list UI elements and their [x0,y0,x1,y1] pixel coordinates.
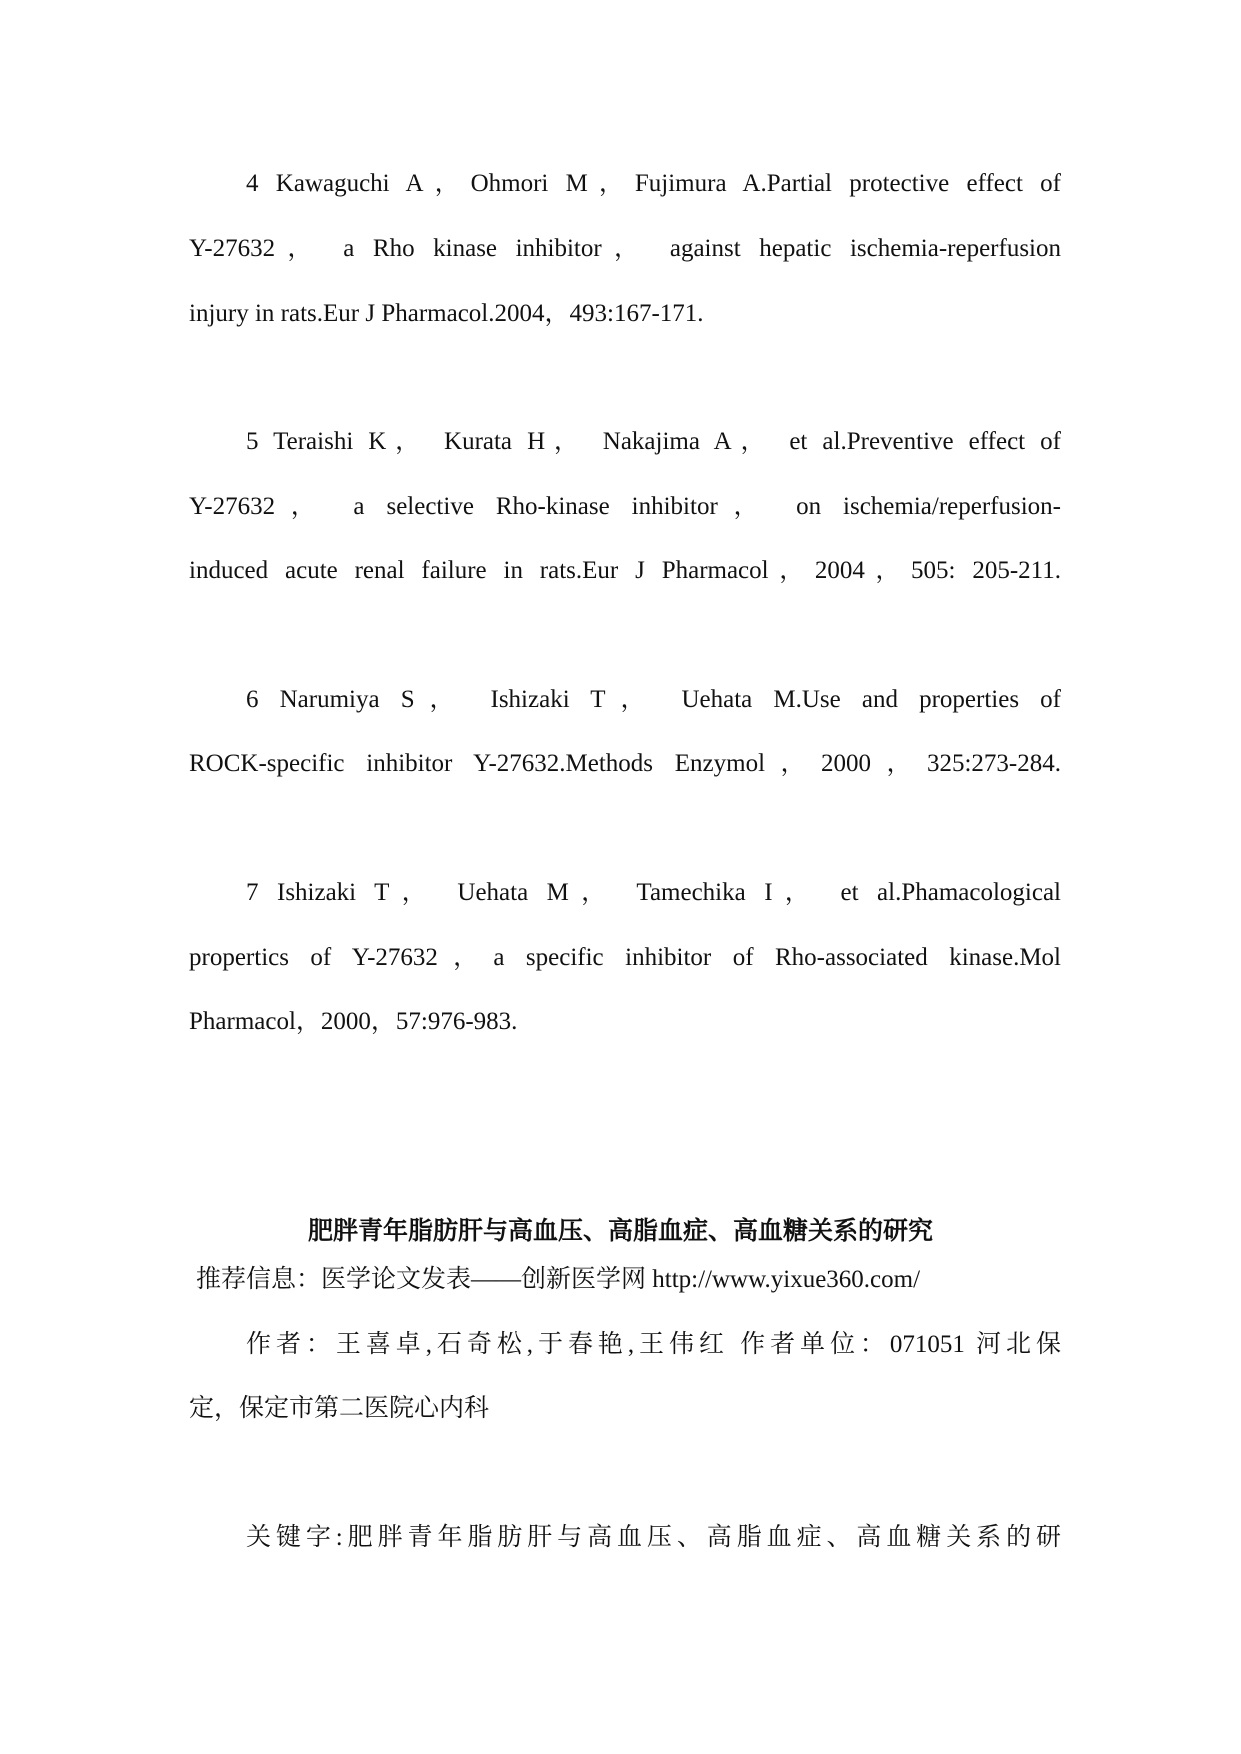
reference-6-line-2: ROCK-specific inhibitor Y-27632.Methods Enzymol，2000，325:273-284. [189,750,1061,777]
reference-7-line-2: propertics of Y-27632，a specific inhibitor of Rho-associated kinase.Mol [189,944,1061,971]
reference-5-line-2: Y-27632， a selective Rho-kinase inhibitor， on ischemia/reperfusion- [189,493,1061,520]
keywords-line: 关键字:肥胖青年脂肪肝与高血压、高脂血症、高血糖关系的研 [246,1524,1061,1551]
reference-5-line-3: induced acute renal failure in rats.Eur J Pharmacol，2004，505: 205-211. [189,557,1061,584]
reference-4-line-2: Y-27632， a Rho kinase inhibitor， against hepatic ischemia-reperfusion [189,235,1061,262]
recommend-info: 推荐信息：医学论文发表——创新医学网 http://www.yixue360.com/ [196,1266,921,1293]
reference-5-line-1: 5 Teraishi K， Kurata H， Nakajima A， et al.Preventive effect of [246,428,1061,455]
reference-4-line-1: 4 Kawaguchi A，Ohmori M，Fujimura A.Partial protective effect of [246,170,1061,197]
reference-7-line-3: Pharmacol，2000，57:976-983. [189,1008,518,1035]
article-title: 肥胖青年脂肪肝与高血压、高脂血症、高血糖关系的研究 [307,1216,933,1245]
authors-line-1: 作者：王喜卓,石奇松,于春艳,王伟红 作者单位：071051 河北保 [246,1331,1061,1358]
reference-7-line-1: 7 Ishizaki T， Uehata M， Tamechika I， et al.Phamacological [246,879,1061,906]
reference-4-line-3: injury in rats.Eur J Pharmacol.2004，493:167-171. [189,300,704,327]
authors-line-2: 定，保定市第二医院心内科 [189,1395,490,1422]
reference-6-line-1: 6 Narumiya S， Ishizaki T， Uehata M.Use and properties of [246,686,1061,713]
